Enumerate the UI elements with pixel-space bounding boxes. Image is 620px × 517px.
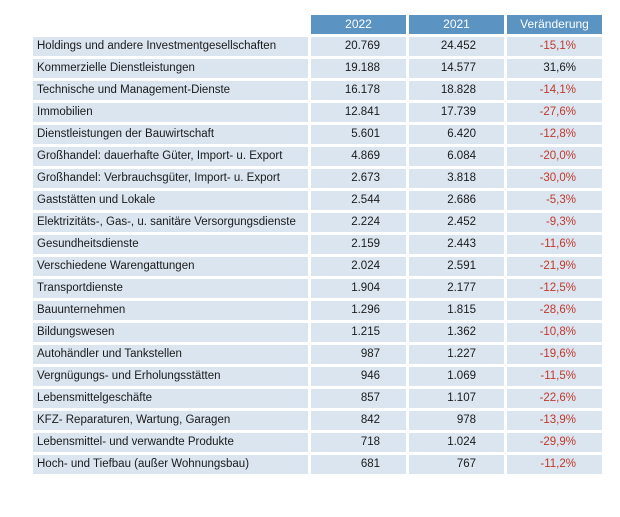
row-label: Technische und Management-Dienste [33, 81, 308, 100]
row-change: -15,1% [507, 37, 602, 56]
row-change: -5,3% [507, 191, 602, 210]
row-value-2021: 17.739 [409, 103, 504, 122]
row-value-2022: 16.178 [311, 81, 406, 100]
row-label: Hoch- und Tiefbau (außer Wohnungsbau) [33, 455, 308, 474]
row-value-2021: 2.591 [409, 257, 504, 276]
row-value-2021: 1.362 [409, 323, 504, 342]
row-value-2021: 1.815 [409, 301, 504, 320]
table-row [33, 433, 602, 452]
row-value-2022: 2.673 [311, 169, 406, 188]
table-row [33, 367, 602, 386]
row-value-2021: 1.107 [409, 389, 504, 408]
row-change: -19,6% [507, 345, 602, 364]
row-change: -9,3% [507, 213, 602, 232]
row-value-2021: 1.024 [409, 433, 504, 452]
row-value-2022: 842 [311, 411, 406, 430]
row-label: Dienstleistungen der Bauwirtschaft [33, 125, 308, 144]
row-value-2021: 18.828 [409, 81, 504, 100]
row-value-2021: 2.686 [409, 191, 504, 210]
row-value-2022: 19.188 [311, 59, 406, 78]
header-change: Veränderung [507, 15, 602, 34]
row-value-2021: 978 [409, 411, 504, 430]
row-label: Großhandel: dauerhafte Güter, Import- u. Export [33, 147, 308, 166]
row-label: Bildungswesen [33, 323, 308, 342]
row-change: -20,0% [507, 147, 602, 166]
row-label: Gesundheitsdienste [33, 235, 308, 254]
row-value-2021: 1.069 [409, 367, 504, 386]
table-row [33, 37, 602, 56]
row-value-2022: 4.869 [311, 147, 406, 166]
row-value-2021: 2.443 [409, 235, 504, 254]
header-row [33, 15, 602, 34]
row-value-2022: 20.769 [311, 37, 406, 56]
table-row [33, 235, 602, 254]
row-change: -11,6% [507, 235, 602, 254]
header-2022: 2022 [311, 15, 406, 34]
table-row [33, 191, 602, 210]
row-label: KFZ- Reparaturen, Wartung, Garagen [33, 411, 308, 430]
row-change: -29,9% [507, 433, 602, 452]
row-value-2022: 1.215 [311, 323, 406, 342]
row-value-2021: 2.177 [409, 279, 504, 298]
row-value-2021: 6.420 [409, 125, 504, 144]
row-value-2022: 2.224 [311, 213, 406, 232]
row-value-2022: 1.296 [311, 301, 406, 320]
row-value-2022: 2.159 [311, 235, 406, 254]
row-change: -28,6% [507, 301, 602, 320]
row-change: -12,8% [507, 125, 602, 144]
table-row [33, 213, 602, 232]
table-row [33, 301, 602, 320]
table-row [33, 147, 602, 166]
row-value-2021: 24.452 [409, 37, 504, 56]
row-change: -30,0% [507, 169, 602, 188]
row-value-2021: 6.084 [409, 147, 504, 166]
table-row [33, 411, 602, 430]
row-label: Vergnügungs- und Erholungsstätten [33, 367, 308, 386]
table-row [33, 389, 602, 408]
row-change: -13,9% [507, 411, 602, 430]
row-label: Bauunternehmen [33, 301, 308, 320]
row-label: Großhandel: Verbrauchsgüter, Import- u. Export [33, 169, 308, 188]
row-change: 31,6% [507, 59, 602, 78]
data-table [30, 12, 605, 477]
table-row [33, 279, 602, 298]
row-value-2022: 857 [311, 389, 406, 408]
row-change: -11,5% [507, 367, 602, 386]
row-value-2022: 681 [311, 455, 406, 474]
row-label: Kommerzielle Dienstleistungen [33, 59, 308, 78]
row-value-2021: 3.818 [409, 169, 504, 188]
row-value-2022: 1.904 [311, 279, 406, 298]
table-row [33, 257, 602, 276]
row-change: -22,6% [507, 389, 602, 408]
row-label: Gaststätten und Lokale [33, 191, 308, 210]
row-label: Immobilien [33, 103, 308, 122]
table-row [33, 345, 602, 364]
row-label: Verschiedene Warengattungen [33, 257, 308, 276]
row-label: Lebensmittel- und verwandte Produkte [33, 433, 308, 452]
row-change: -11,2% [507, 455, 602, 474]
row-value-2021: 767 [409, 455, 504, 474]
row-label: Holdings und andere Investmentgesellschaften [33, 37, 308, 56]
table-row [33, 169, 602, 188]
row-value-2022: 5.601 [311, 125, 406, 144]
row-value-2022: 2.024 [311, 257, 406, 276]
row-value-2022: 987 [311, 345, 406, 364]
row-change: -21,9% [507, 257, 602, 276]
data-table-container [33, 15, 602, 474]
row-value-2022: 12.841 [311, 103, 406, 122]
row-value-2021: 1.227 [409, 345, 504, 364]
row-value-2021: 14.577 [409, 59, 504, 78]
header-2021: 2021 [409, 15, 504, 34]
row-change: -14,1% [507, 81, 602, 100]
row-label: Transportdienste [33, 279, 308, 298]
row-value-2022: 718 [311, 433, 406, 452]
table-row [33, 59, 602, 78]
row-label: Elektrizitäts-, Gas-, u. sanitäre Versorgungsdienste [33, 213, 308, 232]
row-change: -27,6% [507, 103, 602, 122]
row-change: -12,5% [507, 279, 602, 298]
row-value-2021: 2.452 [409, 213, 504, 232]
row-value-2022: 2.544 [311, 191, 406, 210]
row-value-2022: 946 [311, 367, 406, 386]
row-label: Lebensmittelgeschäfte [33, 389, 308, 408]
header-blank [33, 15, 308, 34]
table-row [33, 125, 602, 144]
table-row [33, 455, 602, 474]
row-label: Autohändler und Tankstellen [33, 345, 308, 364]
table-row [33, 81, 602, 100]
table-row [33, 103, 602, 122]
row-change: -10,8% [507, 323, 602, 342]
table-row [33, 323, 602, 342]
table-body [33, 37, 602, 474]
